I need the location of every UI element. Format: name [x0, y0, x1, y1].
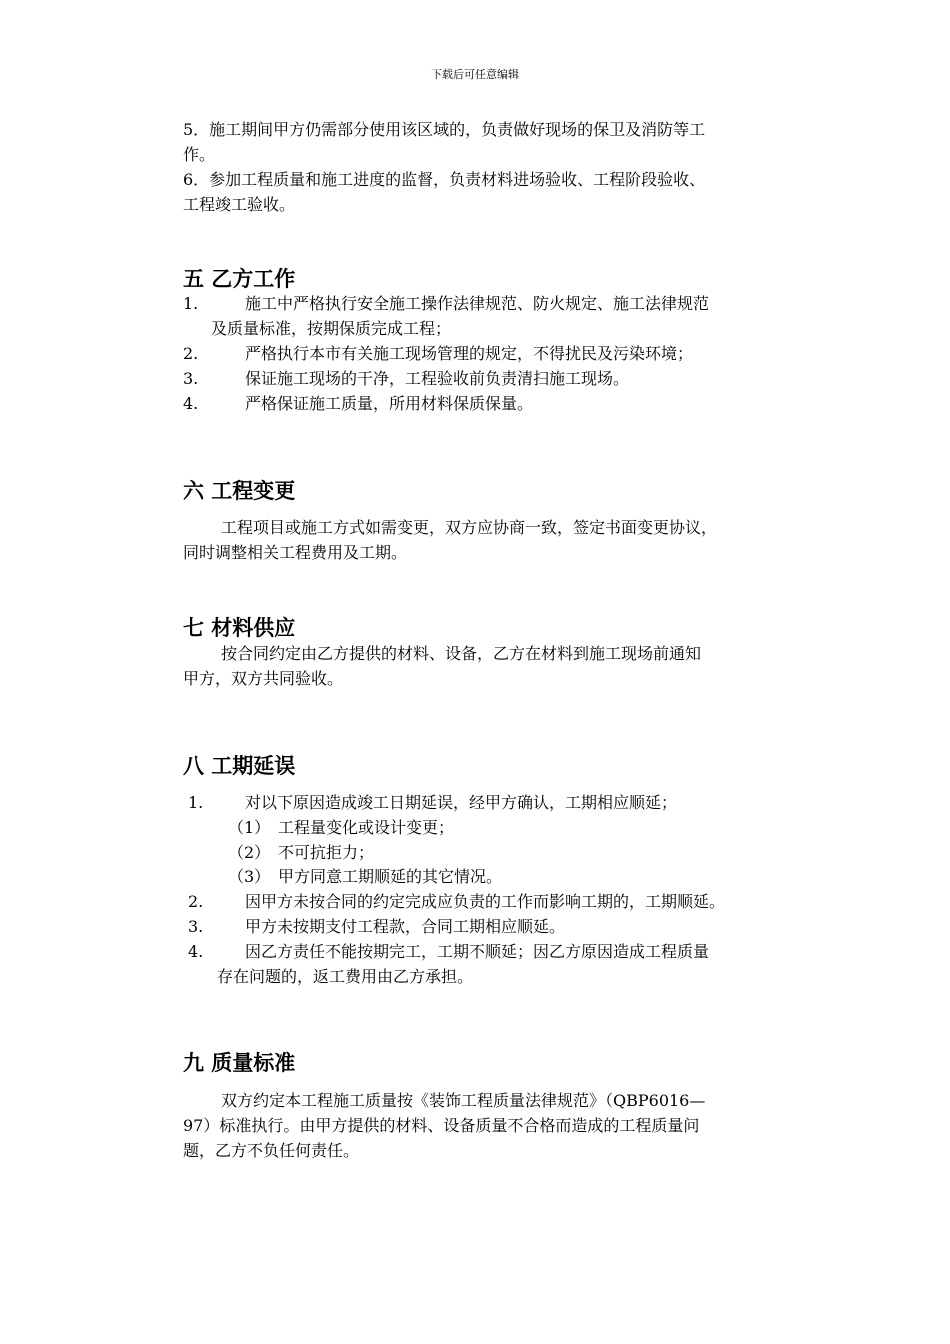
section8-subitem1-text: 工程量变化或设计变更；: [278, 818, 455, 837]
section5-item4-number: 4.: [183, 394, 199, 413]
section8-item3-number: 3.: [188, 917, 204, 936]
section5-item1-line1: 施工中严格执行安全施工操作法律规范、防火规定、施工法律规范: [245, 294, 710, 313]
section7-line2: 甲方，双方共同验收。: [183, 669, 344, 688]
section7-heading: 七 材料供应: [183, 616, 296, 640]
section6-heading: 六 工程变更: [183, 479, 296, 503]
section8-subitem2-label: （2）: [228, 843, 271, 862]
page-header: 下载后可任意编辑: [431, 68, 519, 81]
section5-item4-line1: 严格保证施工质量，所用材料保质保量。: [245, 394, 534, 413]
section8-subitem2-text: 不可抗拒力；: [278, 843, 375, 862]
party-a-item6-line2: 工程竣工验收。: [183, 195, 296, 214]
section6-line1: 工程项目或施工方式如需变更，双方应协商一致，签定书面变更协议，: [221, 518, 718, 537]
section7-line1: 按合同约定由乙方提供的材料、设备，乙方在材料到施工现场前通知: [221, 644, 702, 663]
section8-item2-line1: 因甲方未按合同的约定完成应负责的工作而影响工期的，工期顺延。: [245, 892, 726, 911]
section8-item4-line2: 存在问题的，返工费用由乙方承担。: [217, 967, 474, 986]
party-a-item5-line1: 5．施工期间甲方仍需部分使用该区域的，负责做好现场的保卫及消防等工: [183, 120, 706, 139]
section8-subitem3-text: 甲方同意工期顺延的其它情况。: [278, 867, 503, 886]
section5-item1-line2: 及质量标准，按期保质完成工程；: [211, 319, 452, 338]
section9-line1: 双方约定本工程施工质量按《装饰工程质量法律规范》（QBP6016—: [221, 1091, 706, 1110]
section5-item2-number: 2.: [183, 344, 199, 363]
section5-item3-line1: 保证施工现场的干净，工程验收前负责清扫施工现场。: [245, 369, 630, 388]
section8-heading: 八 工期延误: [183, 754, 296, 778]
section8-item3-line1: 甲方未按期支付工程款，合同工期相应顺延。: [245, 917, 566, 936]
section9-line3: 题，乙方不负任何责任。: [183, 1141, 360, 1160]
section9-heading: 九 质量标准: [183, 1051, 296, 1075]
party-a-item6-line1: 6．参加工程质量和施工进度的监督，负责材料进场验收、工程阶段验收、: [183, 170, 706, 189]
section8-item4-number: 4.: [188, 942, 204, 961]
section8-item1-line1: 对以下原因造成竣工日期延误，经甲方确认，工期相应顺延；: [245, 793, 678, 812]
section8-item4-line1: 因乙方责任不能按期完工，工期不顺延；因乙方原因造成工程质量: [245, 942, 710, 961]
section8-item2-number: 2.: [188, 892, 204, 911]
section5-heading: 五 乙方工作: [183, 267, 296, 291]
section6-line2: 同时调整相关工程费用及工期。: [183, 543, 408, 562]
section8-subitem1-label: （1）: [228, 818, 271, 837]
section5-item1-number: 1.: [183, 294, 199, 313]
party-a-item5-line2: 作。: [183, 145, 216, 164]
section8-item1-number: 1.: [188, 793, 204, 812]
section5-item3-number: 3.: [183, 369, 199, 388]
section9-line2: 97）标准执行。由甲方提供的材料、设备质量不合格而造成的工程质量问: [183, 1116, 700, 1135]
section5-item2-line1: 严格执行本市有关施工现场管理的规定，不得扰民及污染环境；: [245, 344, 694, 363]
section8-subitem3-label: （3）: [228, 867, 271, 886]
